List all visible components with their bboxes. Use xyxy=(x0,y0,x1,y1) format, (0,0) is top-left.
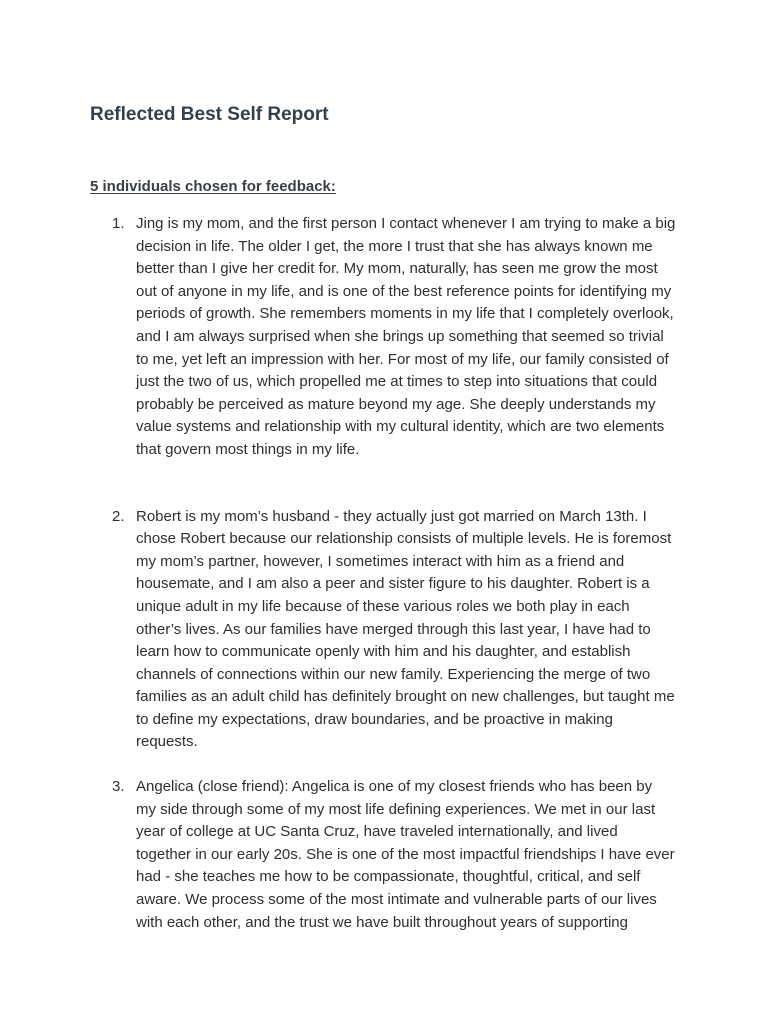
section-subheading: 5 individuals chosen for feedback: xyxy=(90,178,336,195)
feedback-list xyxy=(0,213,768,934)
list-item-text: Jing is my mom, and the first person I contact whenever I am trying to make a big decision in life. The older I get, the more I trust that she has always known me better than I give her credit for. My mom, naturally, has seen me grow the most out of anyone in my life, and is one of the best reference points for identifying my periods of growth. She remembers moments in my life that I completely overlook, and I am always surprised when she brings up something that seemed so trivial to me, yet left an impression with her. For most of my life, our family consisted of just the two of us, which propelled me at times to step into situations that could probably be perceived as mature beyond my age. She deeply understands my value systems and relationship with my cultural identity, which are two elements that govern most things in my life. xyxy=(136,215,676,458)
list-item-number: 3. xyxy=(112,778,125,796)
list-item-number: 2. xyxy=(112,507,125,525)
page-title: Reflected Best Self Report xyxy=(90,104,329,125)
list-item-text: Angelica (close friend): Angelica is one of my closest friends who has been by my side through some of my most life defining experiences. We met in our last year of college at UC Santa Cruz, have traveled internationally, and lived together in our early 20s. She is one of the most impactful friendships I have ever had - she teaches me how to be compassionate, thoughtful, critical, and self aware. We process some of the most intimate and vulnerable parts of our lives with each other, and the trust we have built throughout years of supporting xyxy=(136,778,675,931)
list-item xyxy=(0,213,768,462)
list-item-text: Robert is my mom’s husband - they actually just got married on March 13th. I chose Robert because our relationship consists of multiple levels. He is foremost my mom’s partner, however, I sometimes interact with him as a friend and housemate, and I am also a peer and sister figure to his daughter. Robert is a unique adult in my life because of these various roles we both play in each other’s lives. As our families have merged through this last year, I have had to learn how to communicate openly with him and his daughter, and establish channels of connections within our new family. Experiencing the merge of two families as an adult child has definitely brought on new challenges, but taught me to define my expectations, draw boundaries, and be proactive in making requests. xyxy=(136,507,675,751)
list-item-number: 1. xyxy=(112,215,125,232)
list-item xyxy=(0,506,768,755)
list-item xyxy=(0,776,768,934)
